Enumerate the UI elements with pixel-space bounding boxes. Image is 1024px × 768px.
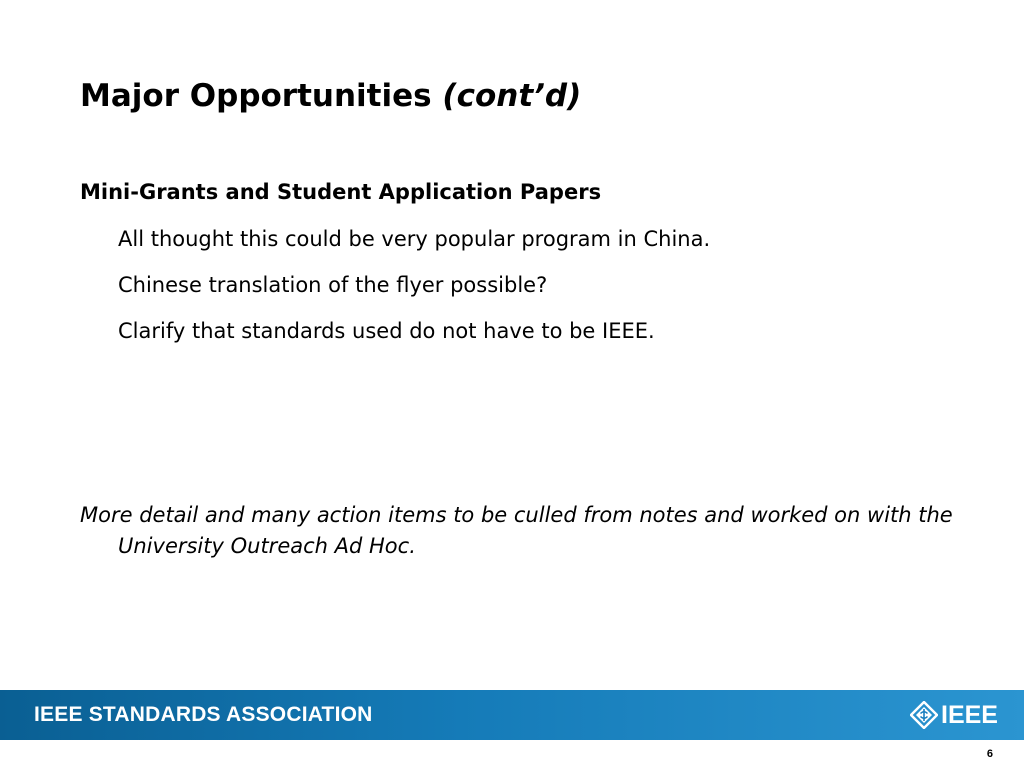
bullet-item: All thought this could be very popular program in China. (118, 227, 711, 251)
ieee-logo (910, 701, 998, 729)
bullet-item: Chinese translation of the flyer possible? (118, 273, 548, 297)
closing-note: More detail and many action items to be culled from notes and worked on with the University Outreach Ad Hoc. (80, 503, 953, 558)
footer-organization: IEEE STANDARDS ASSOCIATION (34, 703, 373, 726)
bullet-item: Clarify that standards used do not have to be IEEE. (118, 319, 655, 343)
bullet-list (118, 224, 710, 362)
section-heading: Mini-Grants and Student Application Papers (80, 180, 602, 204)
slide-title-suffix: (cont’d) (442, 78, 582, 114)
ieee-diamond-icon (910, 701, 938, 729)
slide-title-main: Major Opportunities (80, 78, 432, 114)
page-number: 6 (986, 748, 993, 760)
ieee-logo-text: IEEE (941, 701, 998, 729)
footer-band (0, 690, 1024, 740)
slide-title (80, 74, 581, 118)
